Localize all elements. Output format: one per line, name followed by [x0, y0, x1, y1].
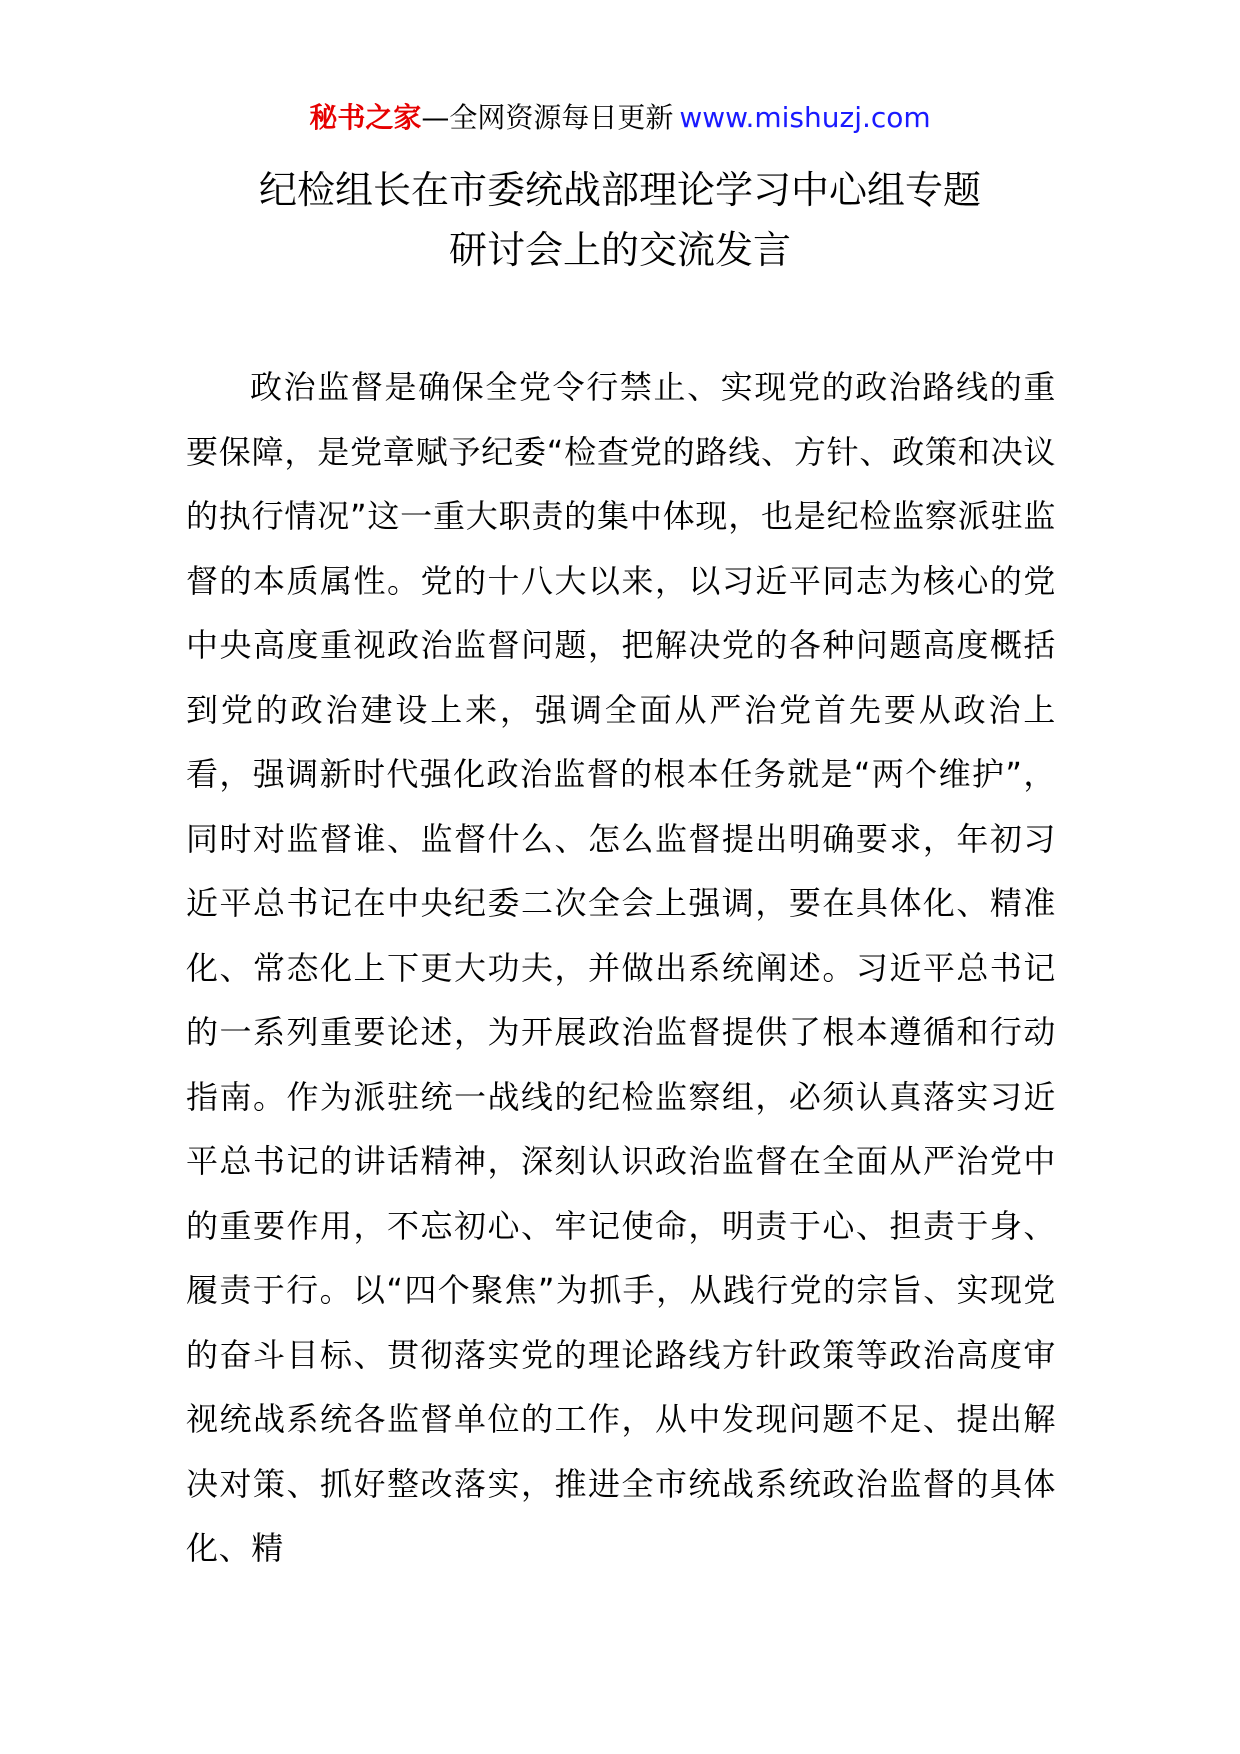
site-header	[0, 98, 1240, 138]
site-url-link[interactable]: www.mishuzj.com	[679, 101, 931, 134]
document-title	[150, 160, 1090, 280]
header-tagline: —全网资源每日更新	[421, 101, 674, 134]
brand-name: 秘书之家	[309, 101, 422, 134]
body-paragraph: 政治监督是确保全党令行禁止、实现党的政治路线的重要保障，是党章赋予纪委“检查党的路线、方针、政策和决议的执行情况”这一重大职责的集中体现，也是纪检监察派驻监督的本质属性。党的十八大以来，以习近平同志为核心的党中央高度重视政治监督问题，把解决党的各种问题高度概括到党的政治建设上来，强调全面从严治党首先要从政治上看，强调新时代强化政治监督的根本任务就是“两个维护”，同时对监督谁、监督什么、怎么监督提出明确要求，年初习近平总书记在中央纪委二次全会上强调，要在具体化、精准化、常态化上下更大功夫，并做出系统阐述。习近平总书记的一系列重要论述，为开展政治监督提供了根本遵循和行动指南。作为派驻统一战线的纪检监察组，必须认真落实习近平总书记的讲话精神，深刻认识政治监督在全面从严治党中的重要作用，不忘初心、牢记使命，明责于心、担责于身、履责于行。以“四个聚焦”为抓手，从践行党的宗旨、实现党的奋斗目标、贯彻落实党的理论路线方针政策等政治高度审视统战系统各监督单位的工作，从中发现问题不足、提出解决对策、抓好整改落实，推进全市统战系统政治监督的具体化、精	[186, 368, 1056, 1567]
title-line-1: 纪检组长在市委统战部理论学习中心组专题	[258, 168, 981, 212]
title-line-2: 研讨会上的交流发言	[448, 228, 791, 272]
